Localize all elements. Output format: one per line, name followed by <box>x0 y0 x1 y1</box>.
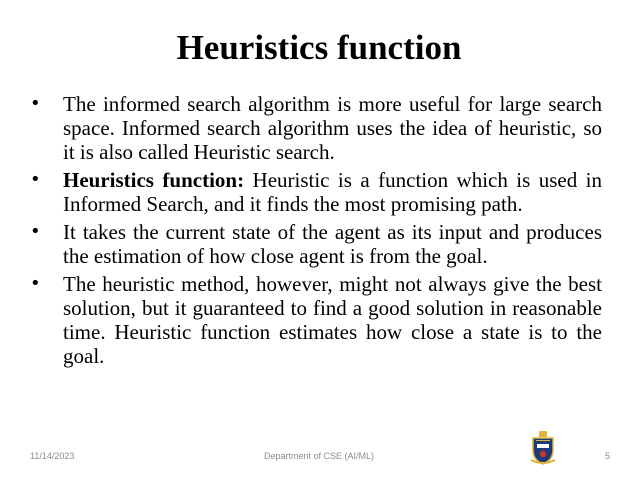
bullet-item-1 <box>30 92 602 164</box>
bullet-item-3 <box>30 220 602 268</box>
bullet-dot: • <box>30 221 41 242</box>
footer-page-number: 5 <box>604 451 610 461</box>
bullet-text: The heuristic method, however, might not always give the best solution, but it guaranteed to find a good solution in reasonable time. Heuristic function estimates how close a state is to the goal. <box>63 272 602 368</box>
university-crest-icon <box>530 430 556 466</box>
footer-date: 11/14/2023 <box>30 451 75 461</box>
bullet-text: It takes the current state of the agent as its input and produces the estimation of how close agent is from the goal. <box>63 220 602 268</box>
bullet-dot: • <box>30 93 41 114</box>
bullet-text: The informed search algorithm is more useful for large search space. Informed search algorithm uses the idea of heuristic, so it is also called Heuristic search. <box>63 92 602 164</box>
footer-department: Department of CSE (AI/ML) <box>263 451 375 461</box>
bullet-bold-term: Heuristics function: <box>63 168 245 192</box>
bullet-list <box>30 92 602 372</box>
bullet-dot: • <box>30 169 41 190</box>
bullet-item-4 <box>30 272 602 368</box>
bullet-text: Heuristic is a function which is used in Informed Search, and it finds the most promising path. <box>63 168 602 216</box>
bullet-dot: • <box>30 273 41 294</box>
slide-title: Heuristics function <box>176 28 462 67</box>
bullet-item-2 <box>30 168 602 216</box>
